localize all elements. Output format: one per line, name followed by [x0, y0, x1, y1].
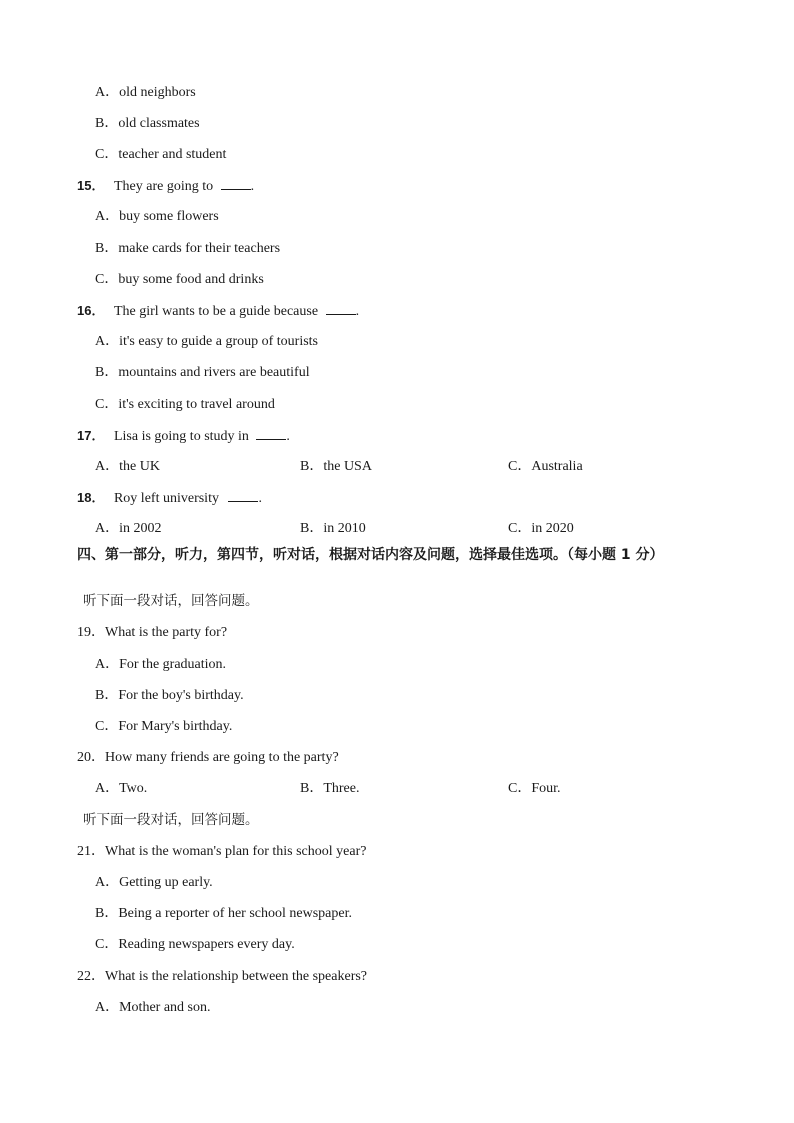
q15-option-c: C．buy some food and drinks — [95, 272, 264, 287]
q16-text: The girl wants to be a guide because — [113, 304, 319, 319]
q19-option-a: A．For the graduation. — [95, 657, 227, 672]
q19-stem: 19．What is the party for? — [77, 625, 228, 640]
q22-stem: 22．What is the relationship between the speakers? — [77, 969, 368, 984]
answer-blank — [221, 177, 251, 190]
answer-blank — [256, 427, 286, 440]
q18-number: 18． — [77, 490, 105, 505]
q16-option-c: C．it's exciting to travel around — [95, 397, 275, 412]
q16-stem: 16． The girl wants to be a guide because . — [77, 303, 360, 319]
q15-option-b: B．make cards for their teachers — [95, 241, 281, 256]
q15-number: 15． — [77, 178, 105, 193]
q20-option-a: A．Two. — [95, 781, 148, 796]
q17-option-b: B．the USA — [300, 459, 372, 474]
q19-option-b: B．For the boy's birthday. — [95, 688, 244, 703]
q17-text: Lisa is going to study in — [113, 429, 249, 444]
q14-option-a: A．old neighbors — [95, 85, 196, 100]
q21-option-c: C．Reading newspapers every day. — [95, 937, 295, 952]
q21-option-a: A．Getting up early. — [95, 875, 213, 890]
q16-number: 16． — [77, 303, 105, 318]
q16-option-b: B．mountains and rivers are beautiful — [95, 365, 310, 380]
listen-instruction: 听下面一段对话，回答问题。 — [83, 593, 259, 609]
q18-option-a: A．in 2002 — [95, 521, 162, 536]
q22-option-a: A．Mother and son. — [95, 1000, 211, 1015]
q17-option-c: C．Australia — [508, 459, 583, 474]
q19-option-c: C．For Mary's birthday. — [95, 719, 233, 734]
q17-number: 17． — [77, 428, 105, 443]
answer-blank — [326, 302, 356, 315]
listen-instruction: 听下面一段对话，回答问题。 — [83, 812, 259, 828]
q18-stem: 18． Roy left university . — [77, 490, 262, 506]
q20-option-b: B．Three. — [300, 781, 360, 796]
q14-option-c: C．teacher and student — [95, 147, 227, 162]
q18-option-c: C．in 2020 — [508, 521, 574, 536]
q21-option-b: B．Being a reporter of her school newspaper. — [95, 906, 352, 921]
answer-blank — [228, 489, 258, 502]
q17-stem: 17． Lisa is going to study in . — [77, 428, 290, 444]
section-heading: 四、第一部分，听力，第四节，听对话，根据对话内容及问题，选择最佳选项。（每小题 1 分） — [77, 547, 664, 563]
q16-option-a: A．it's easy to guide a group of tourists — [95, 334, 318, 349]
q18-option-b: B．in 2010 — [300, 521, 366, 536]
q20-stem: 20．How many friends are going to the party? — [77, 750, 339, 765]
q15-text: They are going to — [113, 179, 214, 194]
q15-option-a: A．buy some flowers — [95, 209, 219, 224]
q17-option-a: A．the UK — [95, 459, 160, 474]
q20-option-c: C．Four. — [508, 781, 561, 796]
q15-stem: 15． They are going to . — [77, 178, 255, 194]
q21-stem: 21．What is the woman's plan for this school year? — [77, 844, 367, 859]
q18-text: Roy left university — [113, 491, 219, 506]
q14-option-b: B．old classmates — [95, 116, 200, 131]
